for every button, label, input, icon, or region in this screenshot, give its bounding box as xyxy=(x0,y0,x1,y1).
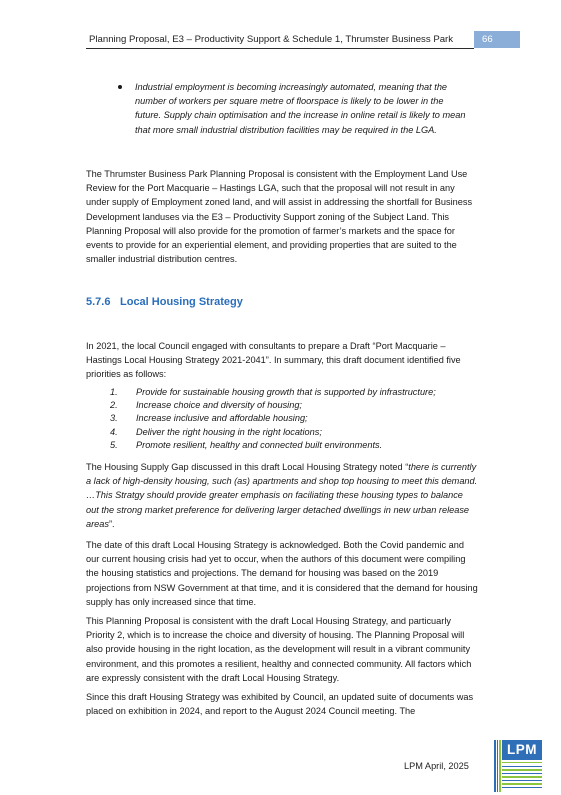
paragraph-housing-strategy-intro: In 2021, the local Council engaged with consultants to prepare a Draft “Port Macquarie – Hastings Local Housing Strategy 2021-2041”. In summary, this draft document identified five priorities as follows: xyxy=(86,341,461,380)
lpm-logo xyxy=(494,740,542,792)
paragraph-consistency: This Planning Proposal is consistent with the draft Local Housing Strategy, and particuarly Priority 2, which is to increase the choice and diversity of housing. The Planning Proposal will also provide housing in the right location, as the development will result in a vibrant community environment, and this promotes a resilient, healthy and connected community. All factors which are expressly consistent with the draft Local Housing Strategy. xyxy=(86,616,472,683)
paragraph-employment-review: The Thrumster Business Park Planning Proposal is consistent with the Employment Land Use Review for the Port Macquarie – Hastings LGA, such that the proposal will not result in any under supply of Employment zoned land, and will assist in addressing the shortfall for Business Development landuses via the E3 – Productivity Support zoning of the Subject Land. This Planning Proposal will also provide for the promotion of farmer’s markets and the space for events to provide for an experiential element, and providing properties that are suited to the smaller industrial distribution centres. xyxy=(86,169,473,265)
bullet-item xyxy=(118,80,468,137)
logo-text: LPM xyxy=(502,740,542,760)
header-divider xyxy=(86,48,474,49)
bullet-text: Industrial employment is becoming increasingly automated, meaning that the number of workers per square metre of floorspace is likely to be lower in the future. Supply chain optimisation and the increase in online retail is likely to mean that more small industrial distribution facilities may be required in the LGA. xyxy=(135,82,466,135)
footer-date: LPM April, 2025 xyxy=(404,761,469,771)
list-item: 2. Increase choice and diversity of housing; xyxy=(110,400,302,411)
section-number: 5.7.6 xyxy=(86,296,111,308)
list-item: 3. Increase inclusive and affordable housing; xyxy=(110,413,308,424)
logo-bars xyxy=(494,740,502,792)
quoted-text: there is currently a lack of high-density housing, such (as) apartments and shop top housing to meet this demand. …This Stratgy should provide greater emphasis on faciliating these housing types to balance out the strong market preference for delivering larger detached dwellings in new urban release areas xyxy=(86,462,478,529)
priorities-list xyxy=(110,386,470,452)
list-item: 1. Provide for sustainable housing growth that is supported by infrastructure; xyxy=(110,387,436,397)
paragraph-updated-documents: Since this draft Housing Strategy was exhibited by Council, an updated suite of documents was placed on exhibition in 2024, and report to the August 2024 Council meeting. The xyxy=(86,692,474,717)
logo-stripes xyxy=(502,762,542,792)
bullet-dot-icon xyxy=(118,85,122,89)
section-title: Local Housing Strategy xyxy=(120,296,243,308)
paragraph-draft-date: The date of this draft Local Housing Strategy is acknowledged. Both the Covid pandemic and our current housing crisis had yet to occur, when the authors of this document were compiling the housing statistics and projections. The demand for housing was based on the 2019 projections from NSW Government at that time, and it is considered that the demand for housing supply has only increased since that time. xyxy=(86,540,478,607)
page-number-badge: 66 xyxy=(474,31,520,48)
header-title: Planning Proposal, E3 – Productivity Support & Schedule 1, Thrumster Business Park xyxy=(89,34,454,45)
section-heading xyxy=(86,296,243,308)
list-item: 5. Promote resilient, healthy and connected built environments. xyxy=(110,439,383,450)
list-item: 4. Deliver the right housing in the right locations; xyxy=(110,426,322,437)
paragraph-housing-supply-gap: The Housing Supply Gap discussed in this draft Local Housing Strategy noted “there is currently a lack of high-density housing, such (as) apartments and shop top housing to meet this demand. …This Stratgy should provide greater emphasis on faciliating these housing types to balance out the strong market preference for delivering larger detached dwellings in new urban release areas”. xyxy=(86,462,478,529)
